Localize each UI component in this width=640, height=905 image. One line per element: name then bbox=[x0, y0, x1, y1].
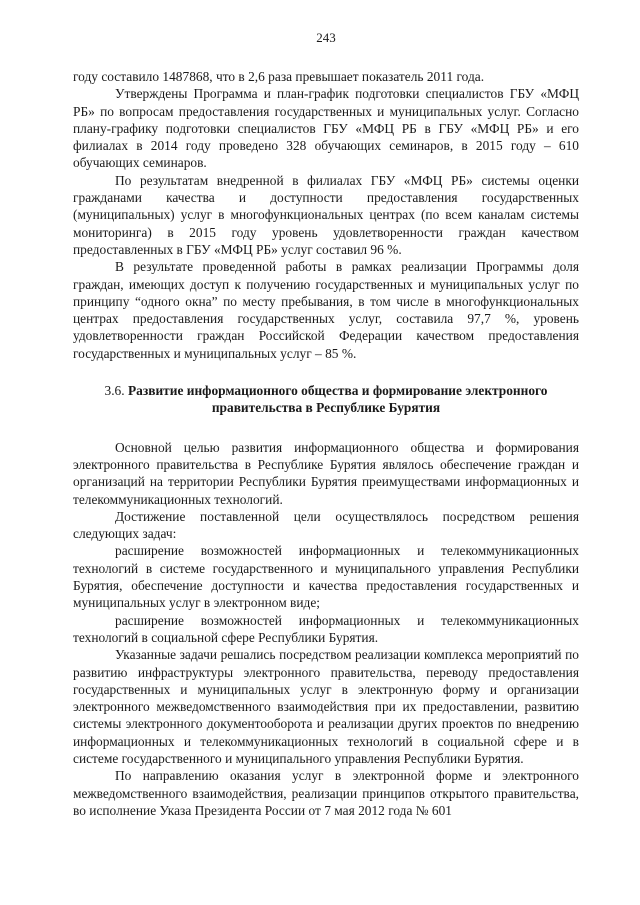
section-title-text: Развитие информационного общества и формирование электронного правительства в Республике Бурятия bbox=[127, 383, 548, 416]
document-page bbox=[73, 30, 579, 819]
paragraph: Указанные задачи решались посредством реализации комплекса мероприятий по развитию инфраструктуры электронного правительства, переводу предоставления государственных и муниципальных услуг в электронную форму и организации электронного межведомственного взаимодействия при их предоставлении, развитию системы электронного документооборота и реализации других проектов по внедрению информационных и телекоммуникационных технологий в социальной сфере и в системе государственного и муниципального управления Республики Бурятия. bbox=[73, 647, 579, 766]
paragraph: По результатам внедренной в филиалах ГБУ «МФЦ РБ» системы оценки гражданами качества и доступности предоставления государственных (муниципальных) услуг в многофункциональных центрах (по всем каналам системы мониторинга) в 2015 году уровень удовлетворенности граждан качеством предоставленных в ГБУ «МФЦ РБ» услуг составил 96 %. bbox=[73, 172, 579, 257]
paragraph: Основной целью развития информационного общества и формирования электронного правительства в Республике Бурятия являлось обеспечение граждан и организаций на территории Республики Бурятия преимуществами информационных и телекоммуникационных технологий. bbox=[73, 439, 579, 507]
paragraph: расширение возможностей информационных и телекоммуникационных технологий в социальной сфере Республики Бурятия. bbox=[73, 612, 579, 645]
paragraph: году составило 1487868, что в 2,6 раза превышает показатель 2011 года. bbox=[73, 69, 485, 84]
paragraph: Достижение поставленной цели осуществлялось посредством решения следующих задач: bbox=[73, 508, 579, 542]
paragraph: Утверждены Программа и план-график подготовки специалистов ГБУ «МФЦ РБ» по вопросам предоставления государственных и муниципальных услуг. Согласно плану-графику подготовки специалистов ГБУ «МФЦ РБ в ГБУ «МФЦ РБ» и его филиалах в 2014 году проведено 328 обучающих семинаров, в 2015 году – 610 обучающих семинаров. bbox=[73, 86, 579, 171]
page-number: 243 bbox=[316, 30, 336, 45]
section-number: 3.6. bbox=[104, 383, 125, 399]
section-heading bbox=[73, 382, 579, 417]
paragraph: расширение возможностей информационных и телекоммуникационных технологий в системе государственного и муниципального управления Республики Бурятия, обеспечение доступности и качества предоставления государственных и муниципальных услуг в электронном виде; bbox=[73, 543, 579, 611]
paragraph: В результате проведенной работы в рамках реализации Программы доля граждан, имеющих доступ к получению государственных и муниципальных услуг по принципу “одного окна” по месту пребывания, в том числе в многофункциональных центрах предоставления государственных услуг, составила 97,7 %, уровень удовлетворенности граждан Российской Федерации качеством предоставления государственных и муниципальных услуг – 85 %. bbox=[73, 259, 579, 361]
paragraph: По направлению оказания услуг в электронной форме и электронного межведомственного взаимодействия, реализации принципов открытого правительства, во исполнение Указа Президента России от 7 мая 2012 года № 601 bbox=[73, 768, 579, 818]
